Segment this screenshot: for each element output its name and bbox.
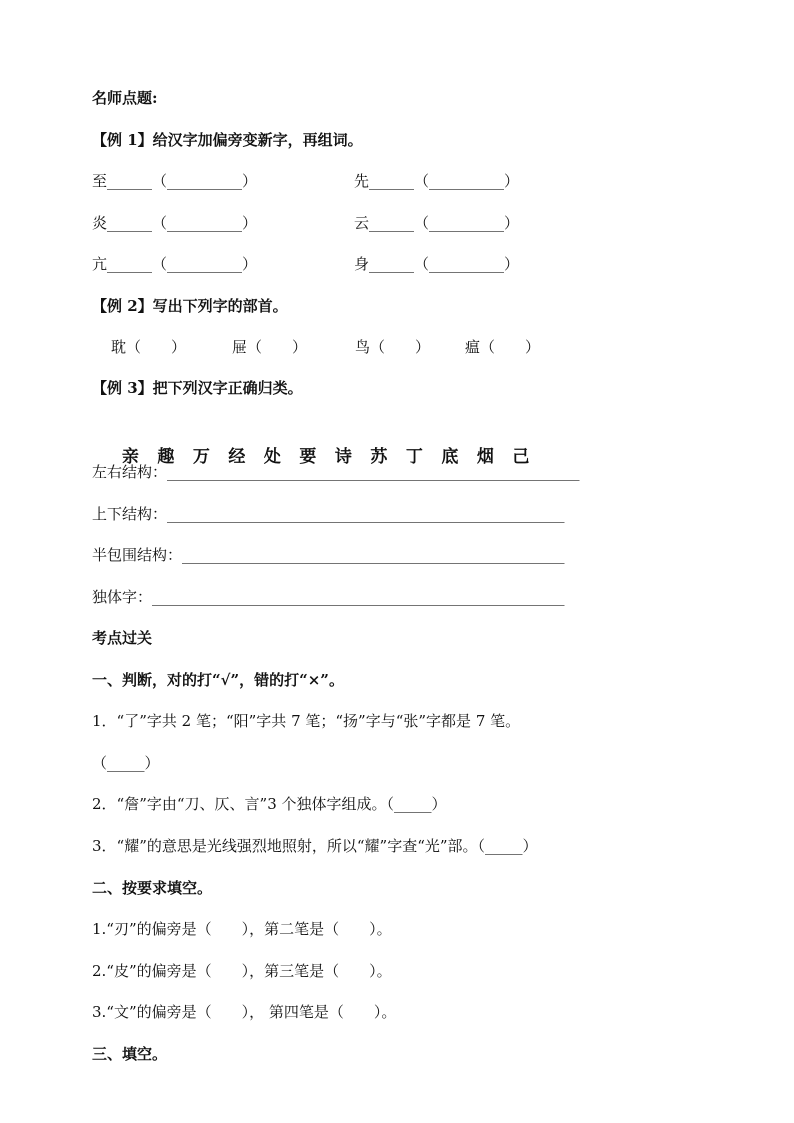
- example1-row-1-left: 至______（__________）: [92, 172, 258, 190]
- category-left-right: 左右结构：_______________________________________________________: [92, 463, 580, 481]
- char-5: 处: [263, 447, 281, 467]
- example3-title: 【例 3】把下列汉字正确归类。: [92, 379, 303, 397]
- example1-title: 【例 1】给汉字加偏旁变新字，再组词。: [92, 131, 363, 149]
- char-12: 己: [512, 447, 530, 467]
- section2-item-2: 2.“皮”的偏旁是（ ），第三笔是（ ）。: [92, 962, 392, 980]
- section1-q3: 3．“耀”的意思是光线强烈地照射，所以“耀”字查“光”部。（_____）: [92, 837, 538, 855]
- section1-q1-blank: （_____）: [92, 754, 160, 772]
- char-11: 烟: [476, 447, 494, 467]
- section2-item-1: 1.“刃”的偏旁是（ ），第二笔是（ ）。: [92, 920, 392, 938]
- char-9: 丁: [405, 447, 423, 467]
- char-6: 要: [299, 447, 317, 467]
- example1-row-2-left: 炎______（__________）: [92, 214, 258, 232]
- example2-title: 【例 2】写出下列字的部首。: [92, 297, 288, 315]
- category-half-enclosed: 半包围结构：___________________________________________________: [92, 546, 565, 564]
- checkpoint-title: 考点过关: [92, 629, 153, 647]
- example1-row-3-right: 身______（__________）: [354, 255, 520, 273]
- section2-title: 二、按要求填空。: [92, 879, 213, 897]
- char-7: 诗: [334, 447, 352, 467]
- radical-item-1: 耽（ ）: [111, 338, 187, 356]
- radical-item-3: 鸟（ ）: [355, 338, 431, 356]
- char-4: 经: [228, 447, 246, 467]
- char-8: 苏: [370, 447, 388, 467]
- section3-title: 三、填空。: [92, 1045, 168, 1063]
- radical-item-2: 屉（ ）: [232, 338, 308, 356]
- char-2: 趣: [157, 447, 175, 467]
- example1-row-3-left: 亢______（__________）: [92, 255, 258, 273]
- tips-title: 名师点题:: [92, 89, 158, 107]
- category-single: 独体字：_______________________________________________________: [92, 588, 565, 606]
- example1-row-1-right: 先______（__________）: [354, 172, 520, 190]
- char-3: 万: [192, 447, 210, 467]
- section2-item-3: 3.“文”的偏旁是（ ）， 第四笔是（ ）。: [92, 1003, 397, 1021]
- category-top-bottom: 上下结构：_____________________________________________________: [92, 505, 565, 523]
- example1-row-2-right: 云______（__________）: [354, 214, 520, 232]
- radical-item-4: 瘟（ ）: [465, 338, 541, 356]
- section1-q1: 1．“了”字共 2 笔；“阳”字共 7 笔；“扬”字与“张”字都是 7 笔。: [92, 712, 521, 730]
- char-1: 亲: [121, 447, 139, 467]
- section1-title: 一、判断，对的打“√”，错的打“×”。: [92, 671, 344, 689]
- char-10: 底: [441, 447, 459, 467]
- section1-q2: 2．“詹”字由“刀、仄、言”3 个独体字组成。（_____）: [92, 795, 447, 813]
